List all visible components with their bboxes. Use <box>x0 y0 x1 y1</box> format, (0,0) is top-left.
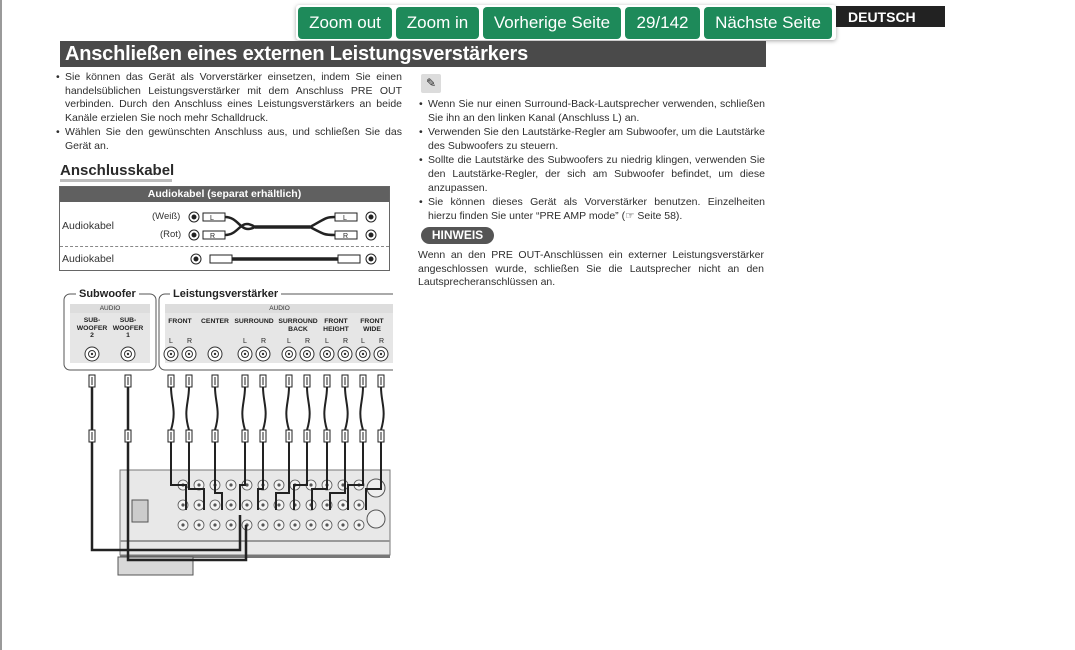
note-bullet: • Sollte die Lautstärke des Subwoofers zu niedrig klingen, verwenden Sie den Lautstärke-Regler, der sich am Subwoofer befindet, um diese anzupassen. <box>418 154 765 195</box>
zoom-in-button[interactable]: Zoom in <box>396 7 479 39</box>
subwoofer-rca-jack <box>85 347 99 361</box>
lr-label: R <box>379 338 385 345</box>
subwoofer-rca-jack <box>121 347 135 361</box>
zoom-out-button[interactable]: Zoom out <box>298 7 392 39</box>
page-edge-line <box>0 0 2 650</box>
lr-label: L <box>169 338 173 345</box>
amp-panel-title: Leistungsverstärker <box>170 288 281 300</box>
amp-rca-jack <box>164 347 178 361</box>
note-bullet: • Wenn Sie nur einen Surround-Back-Lautsprecher verwenden, schließen Sie ihn an den linken Kanal (Anschluss L) an. <box>418 98 765 125</box>
lr-label: R <box>343 338 349 345</box>
receiver-back-panel <box>120 470 390 555</box>
stereo-rca-cable-icon <box>189 212 376 240</box>
white-label: (Weiß) <box>152 211 181 222</box>
previous-page-button[interactable]: Vorherige Seite <box>483 7 621 39</box>
cable-section-heading: Anschlusskabel <box>60 162 175 179</box>
intro-bullets <box>55 71 402 155</box>
amp-rca-jack <box>256 347 270 361</box>
note-bullet: • Verwenden Sie den Lautstärke-Regler am Subwoofer, um die Lautstärke des Subwoofers zu steuern. <box>418 126 765 153</box>
subwoofer-jack-label: SUB- WOOFER 2 <box>76 317 108 339</box>
lr-label: L <box>361 338 365 345</box>
heading-underline <box>60 179 172 182</box>
lr-label: R <box>187 338 193 345</box>
pencil-memo-icon: ✎ <box>421 74 441 93</box>
amp-channel-label: FRONT <box>168 318 192 325</box>
svg-text:L: L <box>343 215 347 222</box>
amp-channel-label: FRONT HEIGHT <box>323 318 349 333</box>
speaker-terminal <box>367 510 385 528</box>
amp-rca-jack <box>320 347 334 361</box>
amp-rca-jack <box>338 347 352 361</box>
amp-channel-label: CENTER <box>201 318 229 325</box>
cable-table-header: Audiokabel (separat erhältlich) <box>60 187 389 202</box>
language-tab: DEUTSCH <box>836 6 945 27</box>
viewer-toolbar <box>296 5 836 40</box>
amp-rca-jack <box>356 347 370 361</box>
red-label: (Rot) <box>160 229 182 240</box>
lr-label: R <box>261 338 267 345</box>
cable-table <box>59 186 390 271</box>
amp-audio-label: AUDIO <box>269 305 290 312</box>
lr-label: R <box>305 338 311 345</box>
cable-row-label: Audiokabel <box>62 253 114 265</box>
subwoofer-jack-label: SUB- WOOFER 1 <box>112 317 144 339</box>
amp-rca-jack <box>238 347 252 361</box>
intro-bullet: • Wählen Sie den gewünschten Anschluss aus, und schließen Sie das Gerät an. <box>55 126 402 153</box>
svg-text:R: R <box>343 233 349 240</box>
amp-channel-label: SURROUND BACK <box>278 318 318 333</box>
cable-illustration <box>60 187 389 271</box>
amp-rca-jack <box>374 347 388 361</box>
receiver-port <box>132 500 148 522</box>
intro-bullet: • Sie können das Gerät als Vorverstärker einsetzen, indem Sie einen handelsüblichen Leistungsverstärker mit dem Anschluss PRE OUT verbinden. Durch den Anschluss eines Leistungsverstärkers an beide Kanäle erzielen Sie noch mehr Schalldruck. <box>55 71 402 125</box>
notes-list <box>418 98 765 224</box>
amp-rca-jack <box>300 347 314 361</box>
subwoofer-panel-title: Subwoofer <box>76 288 139 300</box>
page-title: Anschließen eines externen Leistungsverstärkers <box>60 41 766 67</box>
amp-channel-label: FRONT WIDE <box>360 318 384 333</box>
connection-diagram <box>58 285 393 580</box>
amp-rca-jack <box>282 347 296 361</box>
subwoofer-audio-label: AUDIO <box>99 305 121 312</box>
lr-label: L <box>325 338 329 345</box>
lr-label: L <box>243 338 247 345</box>
amp-channel-label: SURROUND <box>234 318 274 325</box>
mono-rca-cable-icon <box>191 254 376 264</box>
next-page-button[interactable]: Nächste Seite <box>704 7 832 39</box>
note-bullet: • Sie können dieses Gerät als Vorverstärker benutzen. Einzelheiten hierzu finden Sie unter “PRE AMP mode” (☞ Seite 58). <box>418 196 765 223</box>
svg-text:R: R <box>210 233 216 240</box>
page-indicator: 29/142 <box>625 7 700 39</box>
lr-label: L <box>287 338 291 345</box>
cable-row-label: Audiokabel <box>62 220 114 232</box>
amp-rca-jack <box>208 347 222 361</box>
hinweis-text: Wenn an den PRE OUT-Anschlüssen ein externer Leistungsverstärker angeschlossen wurde, schließen Sie die Lautsprecher nicht an den Lautsprecheranschlüssen an. <box>418 249 764 289</box>
svg-text:L: L <box>210 215 214 222</box>
amp-rca-jack <box>182 347 196 361</box>
hinweis-badge: HINWEIS <box>421 227 494 244</box>
